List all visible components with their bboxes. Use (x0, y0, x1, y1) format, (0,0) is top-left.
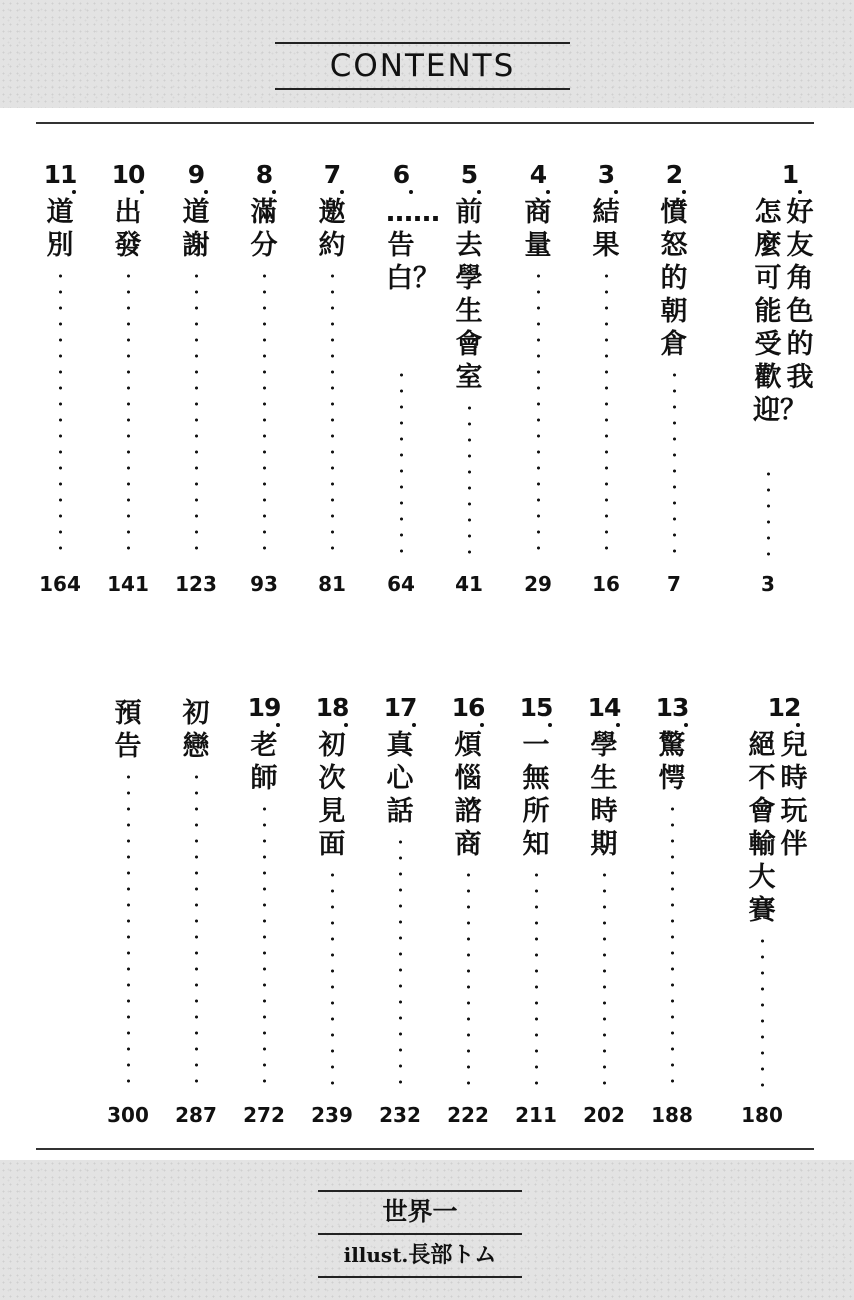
chapter-number-dot (204, 190, 208, 194)
chapter-title-line: 預告 (114, 698, 142, 762)
leader-dots (605, 268, 608, 560)
chapter-number: 18 (315, 693, 349, 722)
leader-dots (467, 867, 470, 1090)
toc-entry[interactable] (368, 693, 432, 1129)
toc-entry[interactable] (506, 160, 570, 598)
toc-entry[interactable] (164, 160, 228, 598)
toc-entry[interactable] (232, 160, 296, 598)
chapter-number-dot (140, 190, 144, 194)
chapter-number: 9 (187, 160, 205, 189)
chapter-title-line: 憤怒的朝倉 (660, 197, 688, 360)
chapter-number: 10 (111, 160, 145, 189)
chapter-title-line: 真心話 (386, 730, 414, 827)
toc-entry[interactable] (572, 693, 636, 1129)
chapter-title-line: 老師 (250, 730, 278, 794)
chapter-number-dot (546, 190, 550, 194)
chapter-title-line: 一無所知 (522, 730, 550, 860)
leader-dots (535, 867, 538, 1090)
toc-entry[interactable] (300, 693, 364, 1129)
toc-entry[interactable] (28, 160, 92, 598)
leader-dots (331, 268, 334, 560)
chapter-number: 19 (247, 693, 281, 722)
chapter-title-line: 初戀 (182, 698, 210, 762)
chapter-number-dot (684, 723, 688, 727)
chapter-title-line: 道謝 (182, 197, 210, 261)
chapter-number-dot (344, 723, 348, 727)
page-number: 123 (175, 572, 217, 596)
author-name: 世界一 (382, 1197, 458, 1226)
page-number: 300 (107, 1103, 149, 1127)
page-number: 7 (667, 572, 681, 596)
chapter-number-dot (72, 190, 76, 194)
top-divider (36, 122, 814, 124)
chapter-number-dot (340, 190, 344, 194)
toc-entry[interactable] (640, 693, 704, 1129)
chapter-number-dot (412, 723, 416, 727)
leader-dots (673, 367, 676, 560)
credits-divider (318, 1233, 522, 1235)
leader-dots (195, 268, 198, 560)
toc-entry[interactable] (741, 693, 816, 1129)
chapter-title-line: 煩惱諮商 (454, 730, 482, 860)
contents-title: CONTENTS (329, 48, 516, 84)
page-number: 202 (583, 1103, 625, 1127)
chapter-number-dot (409, 190, 413, 194)
page-number: 41 (455, 572, 483, 596)
leader-dots (761, 933, 764, 1090)
page-number: 239 (311, 1103, 353, 1127)
chapter-title-line: 前去學生會室 (455, 197, 483, 393)
chapter-title-line: 初次見面 (318, 730, 346, 860)
leader-dots (263, 268, 266, 560)
chapter-number: 3 (597, 160, 615, 189)
page-number: 81 (318, 572, 346, 596)
chapter-number-dot (796, 723, 800, 727)
chapter-number-dot (616, 723, 620, 727)
chapter-number: 11 (43, 160, 77, 189)
leader-dots (671, 801, 674, 1090)
leader-dots (537, 268, 540, 560)
leader-dots (399, 834, 402, 1090)
leader-dots (468, 400, 471, 560)
toc-entry[interactable] (232, 693, 296, 1129)
chapter-number: 14 (587, 693, 621, 722)
leader-dots (195, 769, 198, 1090)
chapter-number: 8 (255, 160, 273, 189)
chapter-number: 4 (529, 160, 547, 189)
chapter-title-line: 怎麼可能受歡迎？ (753, 197, 807, 426)
toc-entry[interactable] (436, 693, 500, 1129)
leader-dots (59, 268, 62, 560)
chapter-number: 5 (460, 160, 478, 189)
chapter-title-line: ……告白？ (386, 197, 440, 294)
toc-entry[interactable] (574, 160, 638, 598)
toc-entry[interactable] (437, 160, 501, 598)
page-number: 222 (447, 1103, 489, 1127)
chapter-number: 13 (655, 693, 689, 722)
chapter-number: 6 (392, 160, 410, 189)
chapter-title-line: 邀約 (318, 197, 346, 261)
chapter-number-dot (614, 190, 618, 194)
chapter-title-line: 出發 (114, 197, 142, 261)
page-number: 3 (761, 572, 775, 596)
leader-dots (127, 769, 130, 1090)
leader-dots (767, 466, 770, 560)
chapter-title-line: 學生時期 (590, 730, 618, 860)
chapter-number: 15 (519, 693, 553, 722)
chapter-title-line: 結果 (592, 197, 620, 261)
chapter-title-line: 道別 (46, 197, 74, 261)
chapter-title-line: 兒時玩伴 (780, 730, 808, 860)
page-number: 232 (379, 1103, 421, 1127)
chapter-number-dot (276, 723, 280, 727)
page-number: 188 (651, 1103, 693, 1127)
illustrator-credit (318, 1240, 522, 1271)
chapter-number: 12 (767, 693, 801, 722)
chapter-number-dot (477, 190, 481, 194)
chapter-number: 17 (383, 693, 417, 722)
chapter-number-dot (682, 190, 686, 194)
page-number: 272 (243, 1103, 285, 1127)
illust-label: illust. (343, 1243, 409, 1267)
page-number: 16 (592, 572, 620, 596)
toc-entry[interactable] (369, 160, 440, 598)
toc-entry[interactable] (504, 693, 568, 1129)
chapter-title-line: 驚愕 (658, 730, 686, 794)
contents-title-box (275, 42, 570, 90)
chapter-title-line: 好友角色的我 (786, 197, 814, 393)
chapter-number: 16 (451, 693, 485, 722)
page-number: 211 (515, 1103, 557, 1127)
chapter-number: 7 (323, 160, 341, 189)
chapter-title-line: 商量 (524, 197, 552, 261)
leader-dots (400, 367, 403, 560)
toc-entry[interactable] (96, 693, 160, 1129)
page-number: 287 (175, 1103, 217, 1127)
page-number: 93 (250, 572, 278, 596)
chapter-number-dot (272, 190, 276, 194)
chapter-number: 1 (781, 160, 799, 189)
page-number: 29 (524, 572, 552, 596)
page-number: 141 (107, 572, 149, 596)
toc-entry[interactable] (164, 693, 228, 1129)
page-number: 64 (387, 572, 415, 596)
illustrator-name: 長部トム (408, 1243, 497, 1268)
leader-dots (263, 801, 266, 1090)
page-number: 180 (741, 1103, 783, 1127)
bottom-divider (36, 1148, 814, 1150)
chapter-title-line: 滿分 (250, 197, 278, 261)
chapter-title-line: 絕不會輸大賽 (748, 730, 776, 926)
leader-dots (127, 268, 130, 560)
leader-dots (603, 867, 606, 1090)
toc-entry[interactable] (96, 160, 160, 598)
chapter-number: 2 (665, 160, 683, 189)
chapter-number-dot (480, 723, 484, 727)
page-number: 164 (39, 572, 81, 596)
toc-entry[interactable] (753, 160, 822, 598)
leader-dots (331, 867, 334, 1090)
chapter-number-dot (798, 190, 802, 194)
toc-entry[interactable] (642, 160, 706, 598)
toc-entry[interactable] (300, 160, 364, 598)
chapter-number-dot (548, 723, 552, 727)
